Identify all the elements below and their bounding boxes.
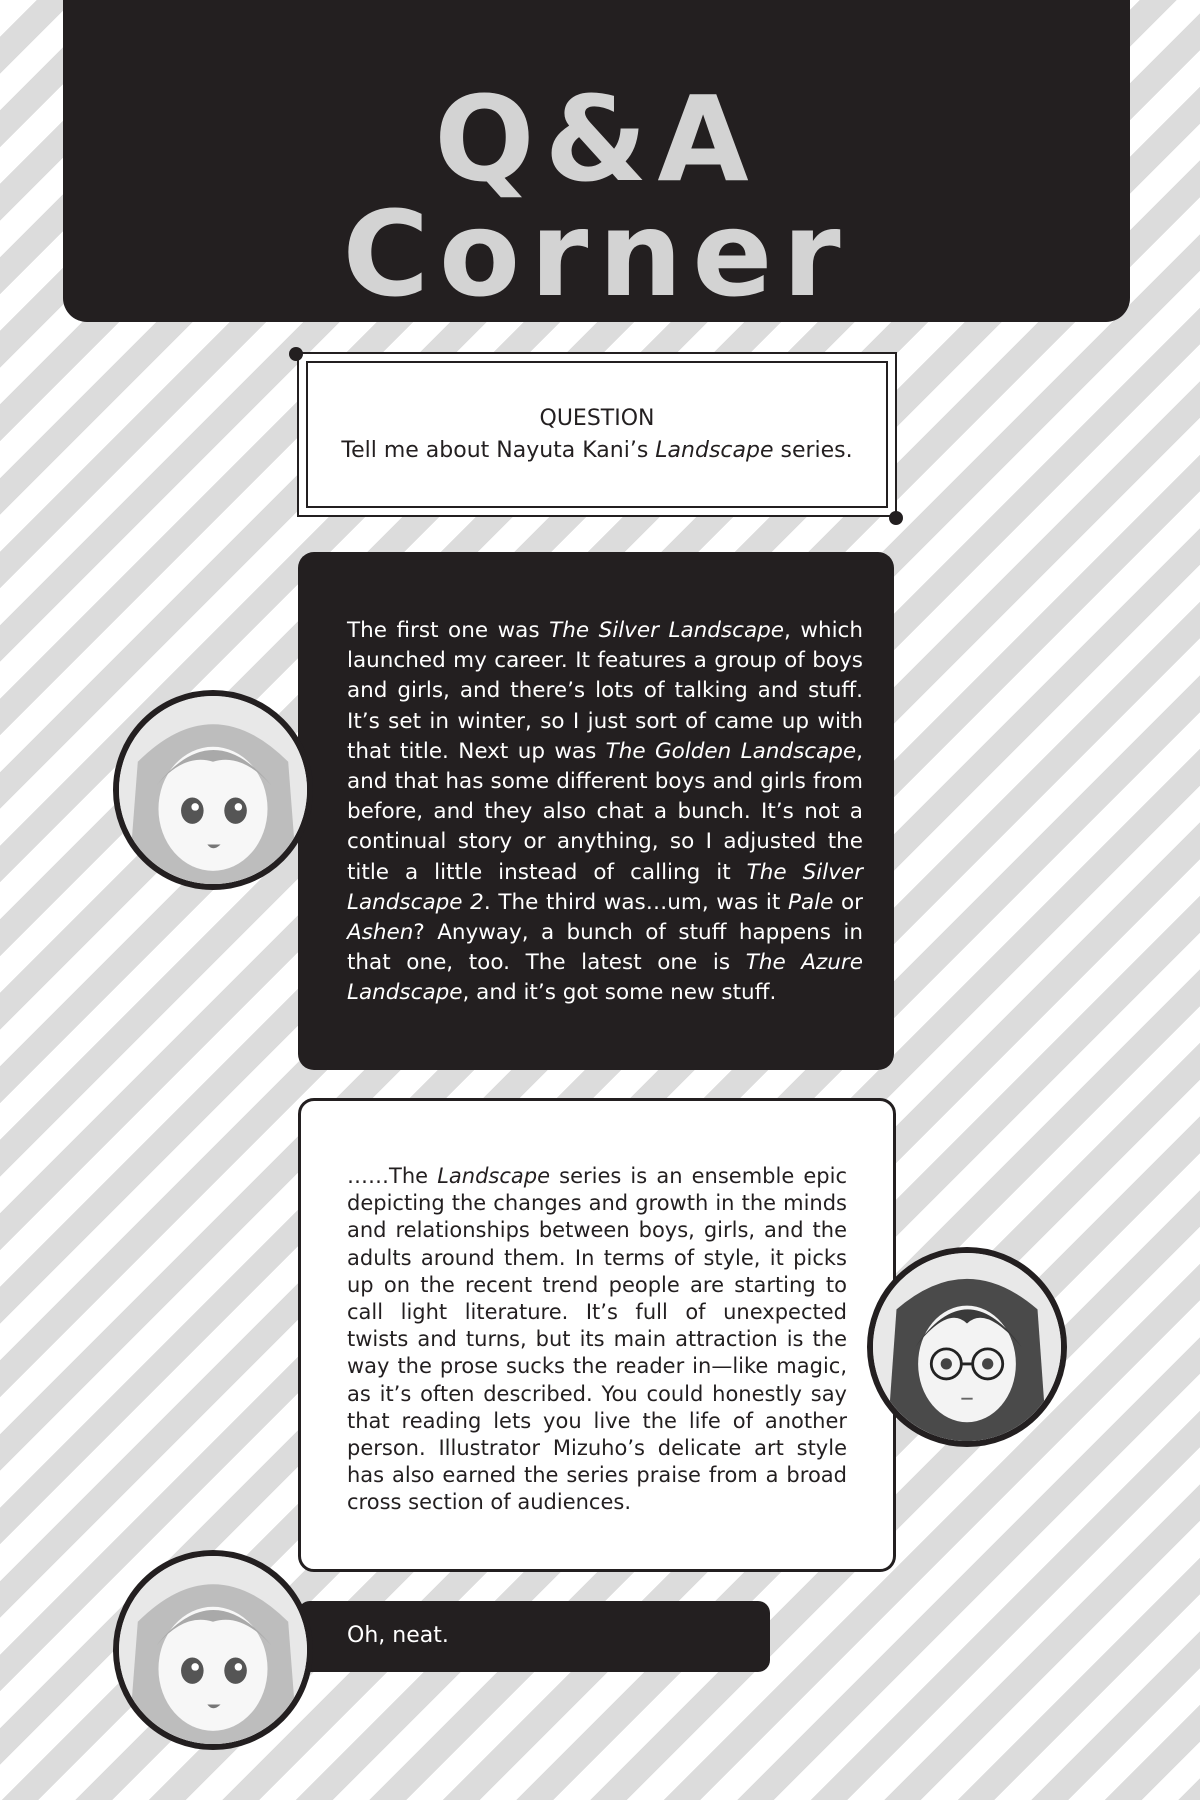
text-run: series is an ensemble epic depicting the changes and growth in the minds and relationships between boys, girls, and the adults around them. In terms of style, it picks up on the recent trend people are starting to call light literature. It’s full of unexpected twists and turns, but its main attraction is the way the prose sucks the reader in—like magic, as it’s often described. You could honestly say that reading lets you live the life of another person. Illustrator Mizuho’s delicate art style has also earned the series praise from a broad cross section of audiences. — [347, 1164, 847, 1515]
answer-bubble-1 — [298, 552, 894, 1070]
question-frame — [306, 361, 888, 508]
text-run: , and that has some different boys and girls from before, and they also chat a bunch. It’s not a continual story or anything, so I adjusted the title a little instead of calling it — [347, 738, 863, 885]
text-run: ……The — [347, 1164, 438, 1188]
text-run: . The third was…um, was it — [483, 889, 788, 915]
answer-bubble-2 — [298, 1098, 896, 1572]
text-run: or — [833, 889, 863, 915]
corner-dot — [289, 347, 303, 361]
title-banner — [63, 0, 1130, 322]
answer-text-3: Oh, neat. — [347, 1623, 449, 1648]
text-run: Ashen — [347, 920, 414, 946]
girl-avatar-icon — [113, 1550, 313, 1750]
text-run: The first one was — [347, 618, 550, 643]
text-run: The Golden Landscape — [605, 738, 857, 764]
question-text: Tell me about Nayuta Kani’s Landscape series. — [341, 437, 853, 463]
text-run: , and it’s got some new stuff. — [462, 980, 777, 1006]
title-line-2: Corner — [342, 185, 851, 323]
question-label: QUESTION — [539, 405, 655, 431]
text-run: The Silver Landscape 2 — [347, 859, 863, 915]
answer-text-1 — [347, 616, 863, 1009]
answer-bubble-3 — [298, 1601, 770, 1672]
girl-avatar-icon — [113, 690, 313, 890]
text-run: Pale — [788, 889, 834, 915]
text-run: The Azure Landscape — [347, 950, 863, 1006]
title-line-1: Q&A — [434, 70, 759, 208]
text-run: Landscape — [437, 1164, 551, 1188]
text-run: The Silver Landscape — [549, 618, 784, 643]
corner-dot — [889, 511, 903, 525]
answer-text-2 — [347, 1163, 847, 1517]
question-box — [297, 352, 897, 517]
glasses-girl-avatar-icon — [867, 1247, 1067, 1447]
text-run: ? Anyway, a bunch of stuff happens in that one, too. The latest one is — [347, 920, 863, 976]
text-run: , which launched my career. It features a group of boys and girls, and there’s lots of talking and stuff. It’s set in winter, so I just sort of came up with that title. Next up was — [347, 618, 863, 764]
